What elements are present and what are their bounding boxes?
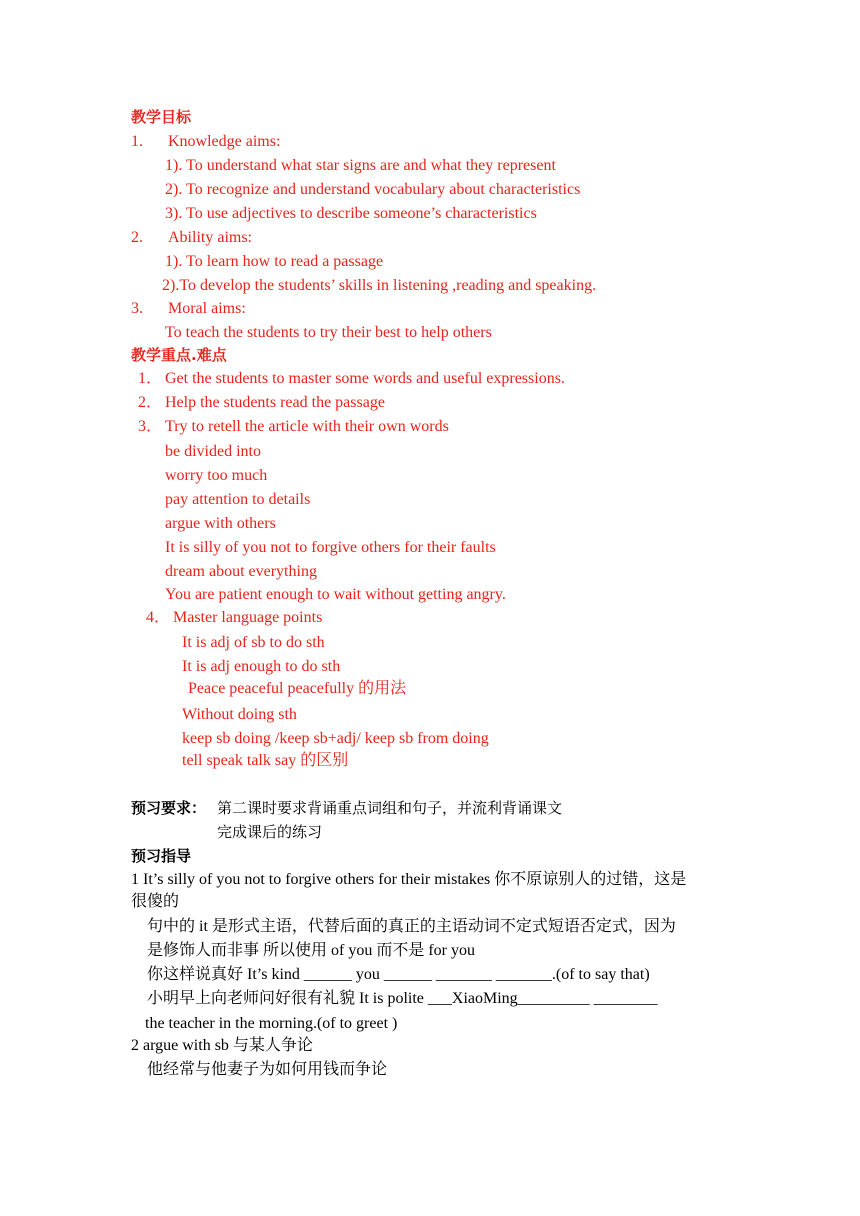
aim-3-number: 3. (131, 300, 143, 317)
aim-3-label: Moral aims: (168, 300, 246, 317)
guide-line-4: 是修饰人而非事 所以使用 of you 而不是 for you (147, 942, 475, 959)
preview-guide-heading: 预习指导 (131, 847, 192, 865)
key-point-1 (138, 369, 565, 389)
key-point-2-number: 2． (138, 394, 163, 411)
phrase-5: It is silly of you not to forgive others for their faults (165, 539, 496, 556)
aim-1-title (131, 132, 280, 152)
language-point-1: It is adj of sb to do sth (182, 634, 325, 651)
key-point-4 (146, 608, 322, 628)
aim-3-title (131, 299, 246, 319)
language-point-2: It is adj enough to do sth (182, 658, 341, 675)
guide-line-8: 2 argue with sb 与某人争论 (131, 1037, 313, 1054)
guide-line-6: 小明早上向老师问好很有礼貌 It is polite ___XiaoMing_________ ________ (147, 990, 658, 1007)
aim-1-item-2: 2). To recognize and understand vocabulary about characteristics (165, 181, 581, 198)
phrase-6: dream about everything (165, 563, 317, 580)
key-point-3-number: 3． (138, 418, 163, 435)
key-point-2 (138, 393, 385, 413)
key-point-3-text: Try to retell the article with their own words (165, 418, 449, 435)
aim-2-item-1: 1). To learn how to read a passage (165, 253, 384, 270)
key-point-4-number: 4． (146, 609, 171, 626)
key-point-1-number: 1． (138, 370, 163, 387)
preview-requirement-line-2: 完成课后的练习 (217, 823, 323, 841)
phrase-2: worry too much (165, 467, 268, 484)
preview-requirement-line-1: 第二课时要求背诵重点词组和句子，并流利背诵课文 (217, 799, 563, 817)
heading-key-difficult-points: 教学重点.难点 (131, 346, 227, 364)
phrase-3: pay attention to details (165, 491, 311, 508)
guide-line-3: 句中的 it 是形式主语，代替后面的真正的主语动词不定式短语否定式，因为 (147, 918, 676, 935)
aim-1-number: 1. (131, 133, 143, 150)
heading-teaching-aims: 教学目标 (131, 108, 192, 126)
aim-2-item-2: 2).To develop the students’ skills in listening ,reading and speaking. (162, 277, 597, 294)
language-point-3: Peace peaceful peacefully 的用法 (188, 680, 407, 697)
language-point-5: keep sb doing /keep sb+adj/ keep sb from doing (182, 730, 489, 747)
aim-1-item-3: 3). To use adjectives to describe someone’s characteristics (165, 205, 537, 222)
guide-line-1: 1 It’s silly of you not to forgive others for their mistakes 你不原谅别人的过错，这是 (131, 871, 687, 888)
aim-2-label: Ability aims: (168, 229, 252, 246)
aim-2-number: 2. (131, 229, 143, 246)
guide-line-2: 很傻的 (131, 893, 180, 910)
aim-3-item-1: To teach the students to try their best to help others (165, 324, 492, 341)
key-point-1-text: Get the students to master some words and useful expressions. (165, 370, 565, 387)
key-point-3 (138, 417, 449, 437)
language-point-6: tell speak talk say 的区别 (182, 752, 349, 769)
key-point-2-text: Help the students read the passage (165, 394, 385, 411)
preview-requirement-label: 预习要求： (131, 799, 207, 817)
aim-1-label: Knowledge aims: (168, 133, 281, 150)
aim-2-title (131, 228, 252, 248)
phrase-7: You are patient enough to wait without getting angry. (165, 586, 506, 603)
key-point-4-text: Master language points (173, 609, 323, 626)
phrase-1: be divided into (165, 443, 261, 460)
guide-line-9: 他经常与他妻子为如何用钱而争论 (147, 1061, 388, 1078)
language-point-4: Without doing sth (182, 706, 297, 723)
aim-1-item-1: 1). To understand what star signs are and what they represent (165, 157, 556, 174)
guide-line-7: the teacher in the morning.(of to greet ) (145, 1015, 398, 1032)
guide-line-5: 你这样说真好 It’s kind ______ you ______ _______ _______.(of to say that) (147, 966, 650, 983)
phrase-4: argue with others (165, 515, 276, 532)
